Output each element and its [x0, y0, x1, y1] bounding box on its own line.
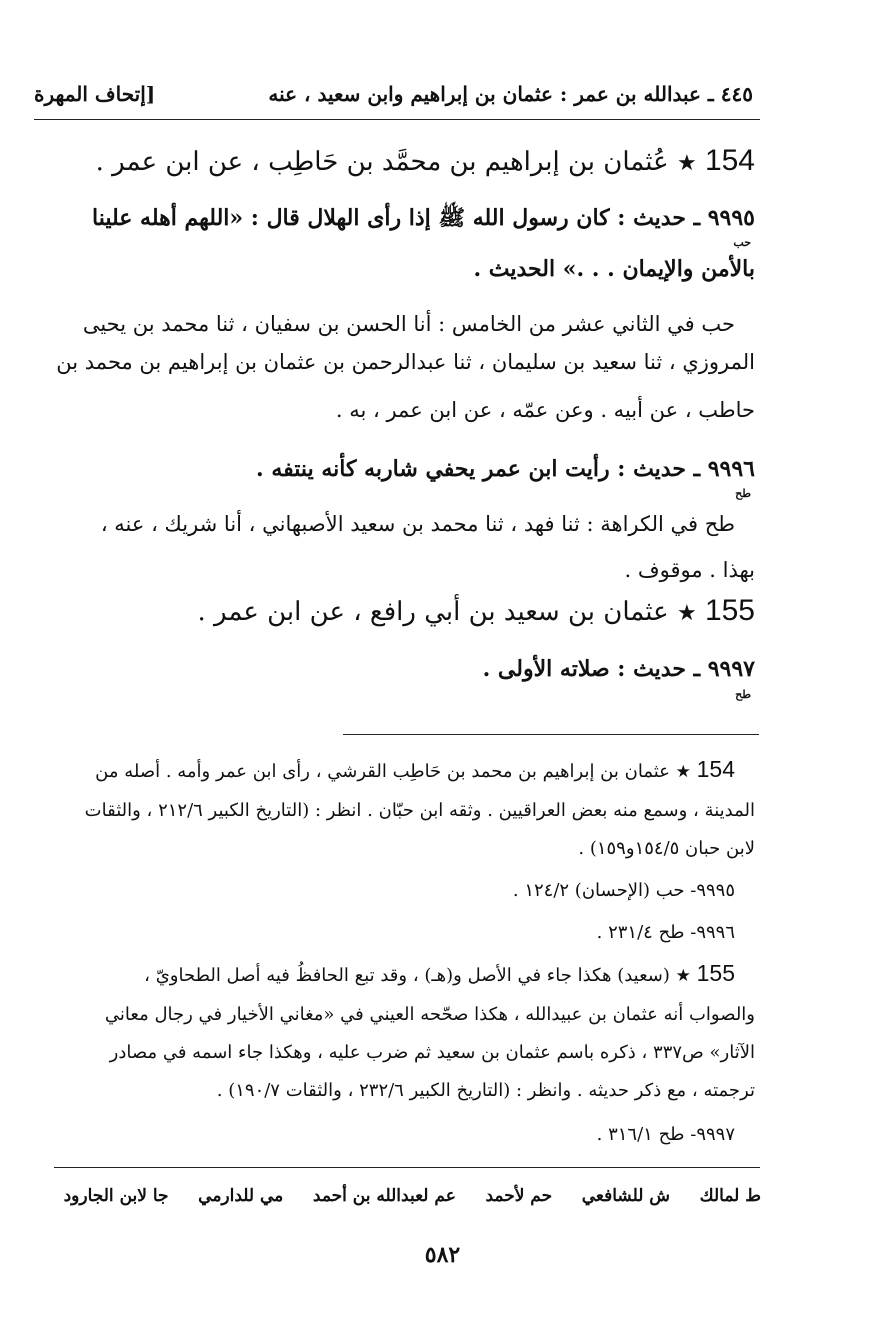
footnote-line: الآثار» ص٣٣٧ ، ذكره باسم عثمان بن سعيد ثم ضرب عليه ، وهكذا جاء اسمه في مصادر [109, 1042, 755, 1063]
isnad-line: المروزي ، ثنا سعيد بن سليمان ، ثنا عبدالرحمن بن عثمان بن إبراهيم بن محمد بن [56, 350, 755, 374]
abbreviation-item: مي للدارمي [198, 1186, 284, 1206]
hadith-text: ـ حديث : صلاته الأولى . [482, 656, 701, 682]
hadith-text: ـ حديث : كان رسول الله ﷺ إذا رأى الهلال قال : «اللهم أهله علينا [92, 205, 701, 231]
abbreviations-legend [64, 1186, 761, 1206]
footnote-9995: ٩٩٩٥- حب (الإحسان) ١٢٤/٢ . [512, 880, 735, 901]
footnote-line: والصواب أنه عثمان بن عبيدالله ، هكذا صحّحه العيني في «مغاني الأخيار في رجال معاني [104, 1004, 755, 1025]
entry-text: عُثمان بن إبراهيم بن محمَّد بن حَاطِب ، عن ابن عمر . [95, 147, 669, 177]
entry-number: 155 [704, 594, 755, 627]
footnote-number: 154 [696, 756, 735, 782]
hadith-siglum: طح [735, 688, 751, 701]
header-rule [34, 119, 760, 120]
star-icon: ★ [675, 966, 691, 986]
abbreviation-item: حم لأحمد [485, 1186, 553, 1206]
entry-155-title [197, 594, 755, 628]
footnote-text: عثمان بن إبراهيم بن محمد بن حَاطِب القرشي ، رأى ابن عمر وأمه . أصله من [95, 761, 670, 782]
entry-154-title [96, 144, 755, 178]
hadith-9995-line-1 [92, 204, 755, 236]
star-icon: ★ [676, 151, 697, 176]
hadith-siglum: طح [735, 487, 751, 500]
footnote-line: المدينة ، وسمع منه بعض العراقيين . وثقه ابن حبّان . انظر : (التاريخ الكبير ٢١٢/٦ ، والثقات [84, 800, 755, 821]
abbreviation-item: عم لعبدالله بن أحمد [312, 1186, 456, 1206]
hadith-text: ـ حديث : رأيت ابن عمر يحفي شاربه كأنه ينتفه . [256, 456, 701, 482]
isnad-line: بهذا . موقوف . [624, 558, 755, 582]
footnote-155-line-1 [144, 960, 735, 987]
footnote-9996: ٩٩٩٦- طح ٢٣١/٤ . [596, 922, 735, 943]
footnote-line: ترجمته ، مع ذكر حديثه . وانظر : (التاريخ الكبير ٢٣٢/٦ ، والثقات ١٩٠/٧) . [216, 1080, 755, 1101]
page-number: ٥٨٢ [424, 1242, 461, 1268]
hadith-9995-line-2: بالأمن والإيمان . . .» الحديث . [473, 256, 755, 282]
isnad-line: طح في الكراهة : ثنا فهد ، ثنا محمد بن سعيد الأصبهاني ، أنا شريك ، عنه ، [100, 512, 735, 536]
star-icon: ★ [675, 762, 691, 782]
hadith-number: ٩٩٩٥ [707, 205, 755, 231]
abbreviations-rule [54, 1167, 760, 1168]
hadith-number: ٩٩٩٦ [707, 456, 755, 482]
hadith-siglum: حب [733, 236, 751, 249]
footnote-separator [343, 734, 759, 735]
footnote-number: 155 [696, 960, 735, 986]
abbreviation-item: ش للشافعي [581, 1186, 671, 1206]
abbreviation-item: جا لابن الجارود [63, 1186, 169, 1206]
isnad-line: حاطب ، عن أبيه . وعن عمّه ، عن ابن عمر ، به . [335, 398, 755, 422]
hadith-number: ٩٩٩٧ [707, 656, 755, 682]
hadith-9996-line-1 [256, 456, 755, 482]
footnote-9997: ٩٩٩٧- طح ٣١٦/١ . [596, 1124, 735, 1145]
abbreviation-item: ط لمالك [699, 1186, 761, 1206]
star-icon: ★ [676, 601, 697, 626]
footnote-154-line-1 [95, 756, 735, 783]
running-title: ٤٤٥ ـ عبدالله بن عمر : عثمان بن إبراهيم وابن سعيد ، عنه [268, 82, 753, 106]
hadith-9997-line-1 [483, 656, 755, 682]
book-title: [إتحاف المهرة [34, 82, 156, 106]
isnad-line: حب في الثاني عشر من الخامس : أنا الحسن بن سفيان ، ثنا محمد بن يحيى [82, 312, 735, 336]
entry-text: عثمان بن سعيد بن أبي رافع ، عن ابن عمر . [197, 597, 669, 627]
footnote-line: لابن حبان ١٥٤/٥و١٥٩) . [578, 838, 755, 859]
footnote-text: (سعيد) هكذا جاء في الأصل و(هـ) ، وقد تبع الحافظُ فيه أصل الطحاويّ ، [144, 965, 670, 986]
entry-number: 154 [704, 144, 755, 177]
